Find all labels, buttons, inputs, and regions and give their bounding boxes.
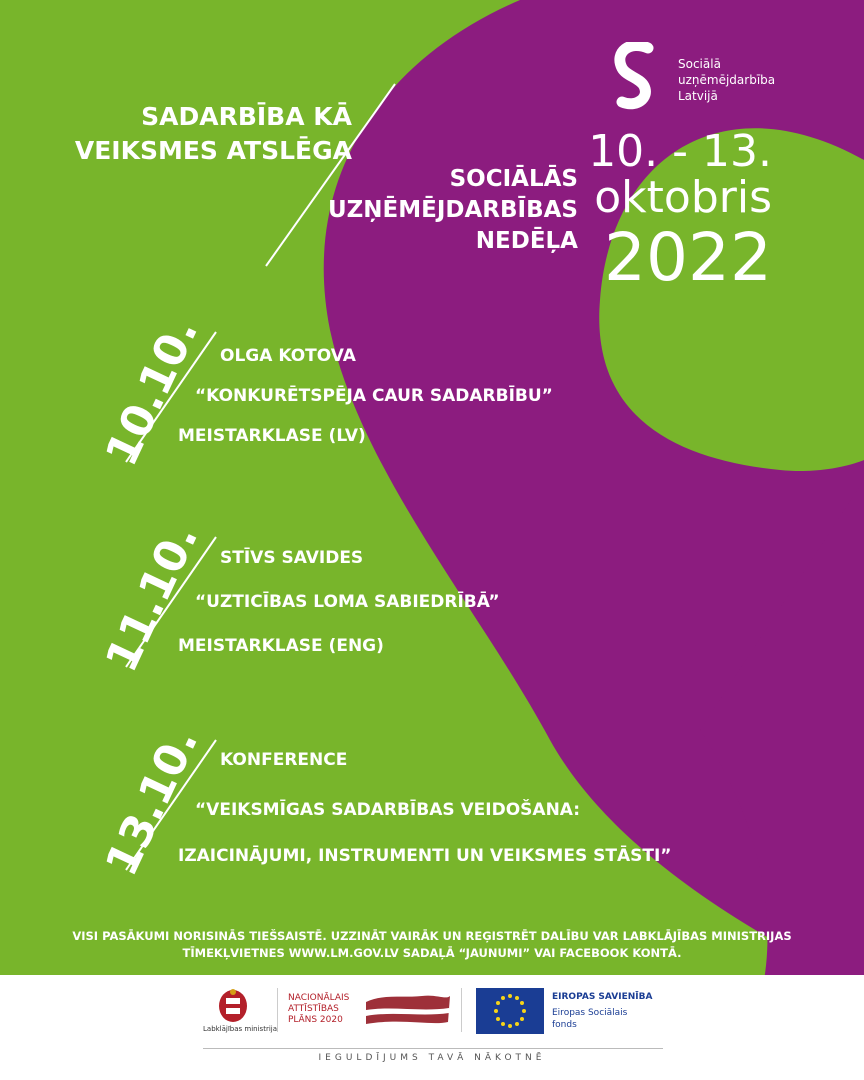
eu-fund xyxy=(552,1007,627,1031)
brand-text xyxy=(678,56,775,104)
brand-line3: Latvijā xyxy=(678,89,718,103)
date-month: oktobris xyxy=(594,172,772,223)
event-1-line3: MEISTARKLASE (LV) xyxy=(178,426,366,446)
event-day-2: 11.10. xyxy=(96,516,209,680)
footer-note-line2: TĪMEKĻVIETNES WWW.LM.GOV.LV SADAĻĀ “JAUNUMI” VAI FACEBOOK KONTĀ. xyxy=(182,946,682,960)
nap-text xyxy=(288,993,349,1026)
nap-line3: PLĀNS 2020 xyxy=(288,1015,343,1025)
footer-note-line1: VISI PASĀKUMI NORISINĀS TIEŠSAISTĒ. UZZINĀT VAIRĀK UN REĢISTRĒT DALĪBU VAR LABKLĀJĪBAS MINISTRIJAS xyxy=(72,929,792,943)
title-right xyxy=(328,164,578,257)
event-3-line2: “VEIKSMĪGAS SADARBĪBAS VEIDOŠANA: xyxy=(195,800,581,820)
nap-line1: NACIONĀLAIS xyxy=(288,993,350,1003)
event-3-line3: IZAICINĀJUMI, INSTRUMENTI UN VEIKSMES STĀSTI” xyxy=(178,846,672,866)
event-2-line3: MEISTARKLASE (ENG) xyxy=(178,636,384,656)
nap-line2: ATTĪSTĪBAS xyxy=(288,1004,339,1014)
eu-line2: fonds xyxy=(552,1020,577,1030)
event-3-line1: KONFERENCE xyxy=(220,750,348,770)
footer-note xyxy=(0,928,864,962)
ministry-label: Labklājības ministrija xyxy=(203,1025,278,1033)
eu-line1: Eiropas Sociālais xyxy=(552,1008,628,1018)
logo-divider-1 xyxy=(277,988,278,1032)
title-left-line1: SADARBĪBA KĀ xyxy=(141,102,352,131)
brand-line2: uzņēmējdarbība xyxy=(678,73,776,87)
event-1-line2: “KONKURĒTSPĒJA CAUR SADARBĪBU” xyxy=(195,386,553,406)
title-right-line1: SOCIĀLĀS xyxy=(449,166,578,192)
date-range: 10. - 13. xyxy=(588,126,772,177)
social-enterprise-logo-icon xyxy=(610,42,662,112)
event-2-line1: STĪVS SAVIDES xyxy=(220,548,364,568)
event-day-1: 10.10. xyxy=(96,310,209,474)
slogan-rule xyxy=(203,1048,663,1049)
latvian-flag-ribbon-icon xyxy=(362,990,454,1028)
brand-line1: Sociālā xyxy=(678,57,721,71)
eu-title: EIROPAS SAVIENĪBA xyxy=(552,992,653,1002)
slogan: IEGULDĪJUMS TAVĀ NĀKOTNĒ xyxy=(318,1053,546,1063)
date-year: 2022 xyxy=(604,219,772,296)
title-right-line3: NEDĒĻA xyxy=(475,228,578,254)
event-2-line2: “UZTICĪBAS LOMA SABIEDRĪBĀ” xyxy=(195,592,500,612)
event-1-line1: OLGA KOTOVA xyxy=(220,346,356,366)
eu-flag-icon xyxy=(476,988,544,1034)
event-day-3: 13.10. xyxy=(96,720,209,884)
title-right-line2: UZŅĒMĒJDARBĪBAS xyxy=(327,197,578,223)
title-left-line2: VEIKSMES ATSLĒGA xyxy=(74,136,352,165)
logo-divider-2 xyxy=(461,988,462,1032)
ministry-coat-of-arms-icon xyxy=(208,988,258,1024)
